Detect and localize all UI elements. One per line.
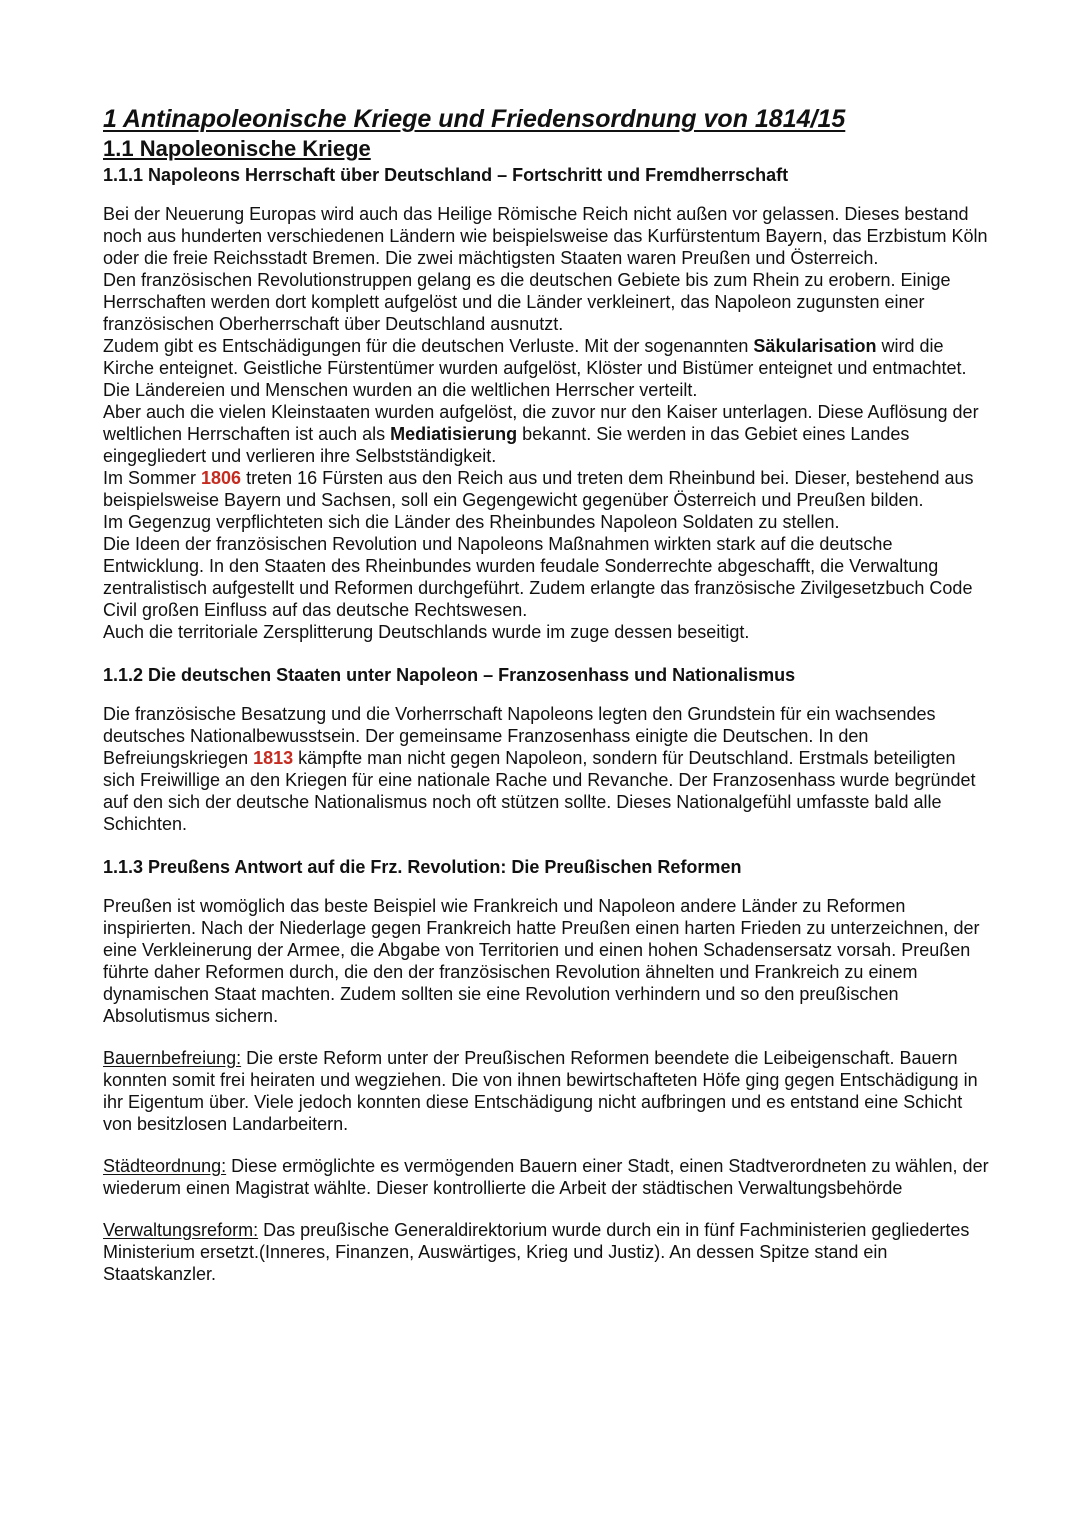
paragraph-text: wird die Kirche enteignet. Geistliche Fürstentümer wurden aufgelöst, Klöster und Bistümer enteignet und entmachtet. Die Ländereien und Menschen wurden an die weltlichen Herrscher verteilt. [103,336,967,400]
paragraph-text: treten 16 Fürsten aus den Reich aus und treten dem Rheinbund bei. Dieser, bestehend aus beispielsweise Bayern und Sachsen, soll ein Gegengewicht gegenüber Österreich und Preußen bilden. [103,468,974,510]
paragraph: Im Gegenzug verpflichteten sich die Länder des Rheinbundes Napoleon Soldaten zu stellen. [103,512,840,532]
subsection-heading-2: 1.1.2 Die deutschen Staaten unter Napoleon – Franzosenhass und Nationalismus [103,665,796,685]
section-heading: 1.1 Napoleonische Kriege [103,136,371,161]
term-mediatisierung: Mediatisierung [390,424,518,444]
paragraph [103,401,990,467]
document-title: 1 Antinapoleonische Kriege und Friedensordnung von 1814/15 [103,105,846,133]
year-highlight-1806: 1806 [201,468,242,488]
paragraph-text: Das preußische Generaldirektorium wurde durch ein in fünf Fachministerien gegliedertes Ministerium ersetzt.(Inneres, Finanzen, Auswärtiges, Krieg und Justiz). An dessen Spitze stand ein Staatskanzler. [103,1220,970,1284]
paragraph-text: Im Sommer [103,468,202,488]
paragraph: Preußen ist womöglich das beste Beispiel wie Frankreich und Napoleon andere Länder zu Reformen inspirierten. Nach der Niederlage gegen Frankreich hatte Preußen einen harten Frieden zu unterzeichnen, der eine Verkleinerung der Armee, die Abgabe von Territorien und einen hohen Schadensersatz vorsah. Preußen führte daher Reformen durch, die den der französischen Revolution ähnelten und Frankreich zu einem dynamischen Staat machten. Zudem sollten sie eine Revolution verhindern und so den preußischen Absolutismus sichern. [103,896,980,1026]
paragraph: Bei der Neuerung Europas wird auch das Heilige Römische Reich nicht außen vor gelassen. Dieses bestand noch aus hunderten verschiedenen Ländern wie beispielsweise das Kurfürstentum Bayern, das Erzbistum Köln oder die freie Reichsstadt Bremen. Die zwei mächtigsten Staaten waren Preußen und Österreich. [103,204,988,268]
paragraph-text: Zudem gibt es Entschädigungen für die deutschen Verluste. Mit der sogenannten [103,336,754,356]
paragraph-text: Die französische Besatzung und die Vorherrschaft Napoleons legten den Grundstein für ein wachsendes deutsches Nationalbewusstsein. Der gemeinsame Franzosenhass einigte die Deutschen. In den Befreiungskriegen [103,704,936,768]
paragraph [103,1047,990,1135]
paragraph: Auch die territoriale Zersplitterung Deutschlands wurde im zuge dessen beseitigt. [103,622,750,642]
paragraph-text: Aber auch die vielen Kleinstaaten wurden aufgelöst, die zuvor nur den Kaiser unterlagen. Diese Auflösung der weltlichen Herrschaften ist auch als [103,402,979,444]
paragraph-text: kämpfte man nicht gegen Napoleon, sondern für Deutschland. Erstmals beteiligten sich Freiwillige an den Kriegen für eine nationale Rache und Revanche. Der Franzosenhass wurde begründet auf den sich der deutsche Nationalismus noch oft stützen sollte. Dieses Nationalgefühl umfasste bald alle Schichten. [103,748,976,834]
paragraph [103,703,990,835]
subsection-heading-3: 1.1.3 Preußens Antwort auf die Frz. Revolution: Die Preußischen Reformen [103,857,742,877]
paragraph-text: Die erste Reform unter der Preußischen Reformen beendete die Leibeigenschaft. Bauern konnten somit frei heiraten und wegziehen. Die von ihnen bewirtschafteten Höfe ging gegen Entschädigung in ihr Eigentum über. Viele jedoch konnten diese Entschädigung nicht aufbringen und es entstand eine Schicht von besitzlosen Landarbeitern. [103,1048,978,1134]
paragraph [103,335,990,401]
paragraph: Die Ideen der französischen Revolution und Napoleons Maßnahmen wirkten stark auf die deutsche Entwicklung. In den Staaten des Rheinbundes wurden feudale Sonderrechte abgeschafft, die Verwaltung zentralistisch aufgestellt und Reformen durchgeführt. Zudem erlangte das französische Zivilgesetzbuch Code Civil großen Einfluss auf das deutsche Rechtswesen. [103,534,973,620]
paragraph-text: bekannt. Sie werden in das Gebiet eines Landes eingegliedert und verlieren ihre Selbstständigkeit. [103,424,910,466]
paragraph [103,467,990,511]
label-staedteordnung: Städteordnung: [103,1156,227,1176]
year-highlight-1813: 1813 [253,748,294,768]
paragraph [103,1155,990,1199]
term-saekularisation: Säkularisation [753,336,877,356]
paragraph [103,1219,990,1285]
paragraph-text: Diese ermöglichte es vermögenden Bauern einer Stadt, einen Stadtverordneten zu wählen, der wiederum einen Magistrat wählte. Dieser kontrollierte die Arbeit der städtischen Verwaltungsbehörde [103,1156,989,1198]
paragraph: Den französischen Revolutionstruppen gelang es die deutschen Gebiete bis zum Rhein zu erobern. Einige Herrschaften werden dort komplett aufgelöst und die Länder verkleinert, das Napoleon zugunsten einer französischen Oberherrschaft über Deutschland ausnutzt. [103,270,951,334]
label-bauernbefreiung: Bauernbefreiung: [103,1048,242,1068]
label-verwaltungsreform: Verwaltungsreform: [103,1220,259,1240]
subsection-heading-1: 1.1.1 Napoleons Herrschaft über Deutschland – Fortschritt und Fremdherrschaft [103,165,789,185]
